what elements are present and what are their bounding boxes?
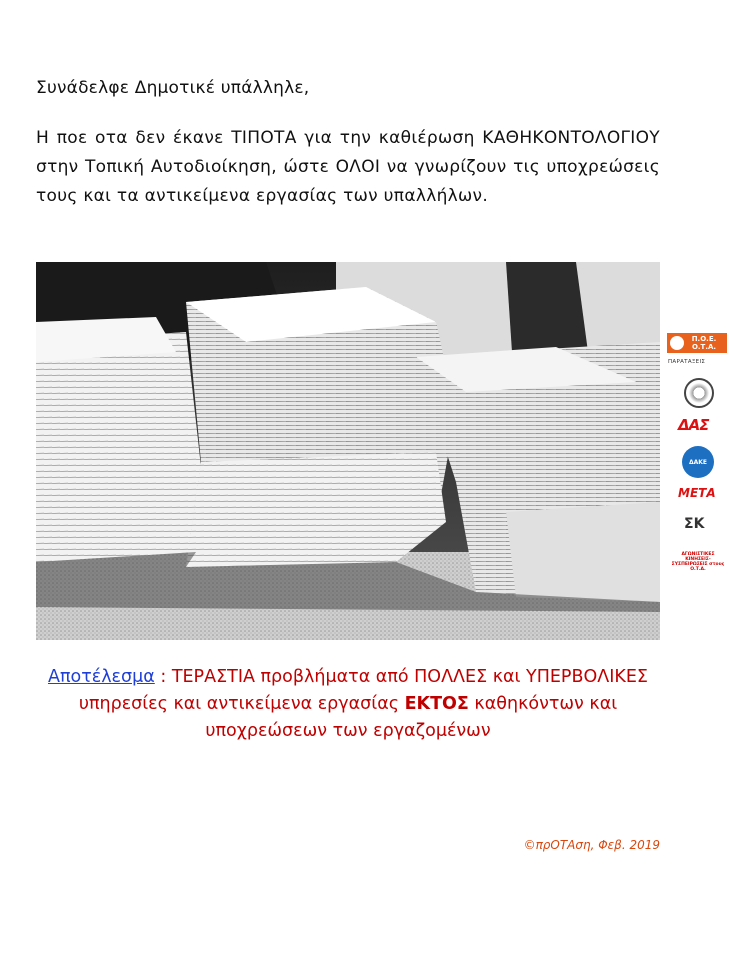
result-bold-word: ΕΚΤΟΣ (404, 694, 469, 714)
paper-stacks-illustration (36, 262, 660, 640)
result-link[interactable]: Αποτέλεσμα (47, 667, 155, 687)
greeting-line: Συνάδελφε Δημοτικέ υπάλληλε, (36, 78, 310, 98)
result-statement (36, 664, 660, 745)
circular-seal-logo (684, 378, 714, 408)
sk-logo: ΣΚ (684, 516, 705, 532)
parataxeis-label: ΠΑΡΑΤΑΞΕΙΣ (668, 359, 706, 365)
signature: ©πρΟΤΑση, Φεβ. 2019 (523, 838, 660, 852)
result-colon: : (154, 667, 167, 687)
intro-paragraph: Η ποε οτα δεν έκανε ΤΙΠΟΤΑ για την καθιέρωση ΚΑΘΗΚΟΝΤΟΛΟΓΙΟΥ στην Τοπική Αυτοδιοίκηση, ώστε ΟΛΟΙ να γνωρίζουν τις υποχρεώσεις τους και τα αντικείμενα εργασίας των υπαλλήλων. (36, 128, 660, 206)
meta-logo: ΜΕΤΑ (678, 486, 716, 500)
result-text-main: ΤΕΡΑΣΤΙΑ προβλήματα από ΠΟΛΛΕΣ και ΥΠΕΡΒΟΛΙΚΕΣ υπηρεσίες και αντικείμενα εργασίας (78, 667, 648, 714)
das-logo: ΔΑΣ (678, 416, 709, 434)
paper-stacks-photo (36, 262, 660, 640)
poe-emblem-icon (670, 336, 684, 350)
dake-logo: ΔΑΚΕ (682, 446, 714, 478)
poe-ota-logo (667, 333, 727, 353)
result-text-end: καθηκόντων και υποχρεώσεων των εργαζομένων (205, 694, 618, 741)
agonistikes-logo: ΑΓΩΝΙΣΤΙΚΕΣ ΚΙΝΗΣΕΙΣ-ΣΥΣΠΕΙΡΩΣΕΙΣ στους Ο.Τ.Α. (671, 552, 725, 572)
poe-ota-label: Π.Ο.Ε. Ο.Τ.Α. (691, 335, 717, 351)
